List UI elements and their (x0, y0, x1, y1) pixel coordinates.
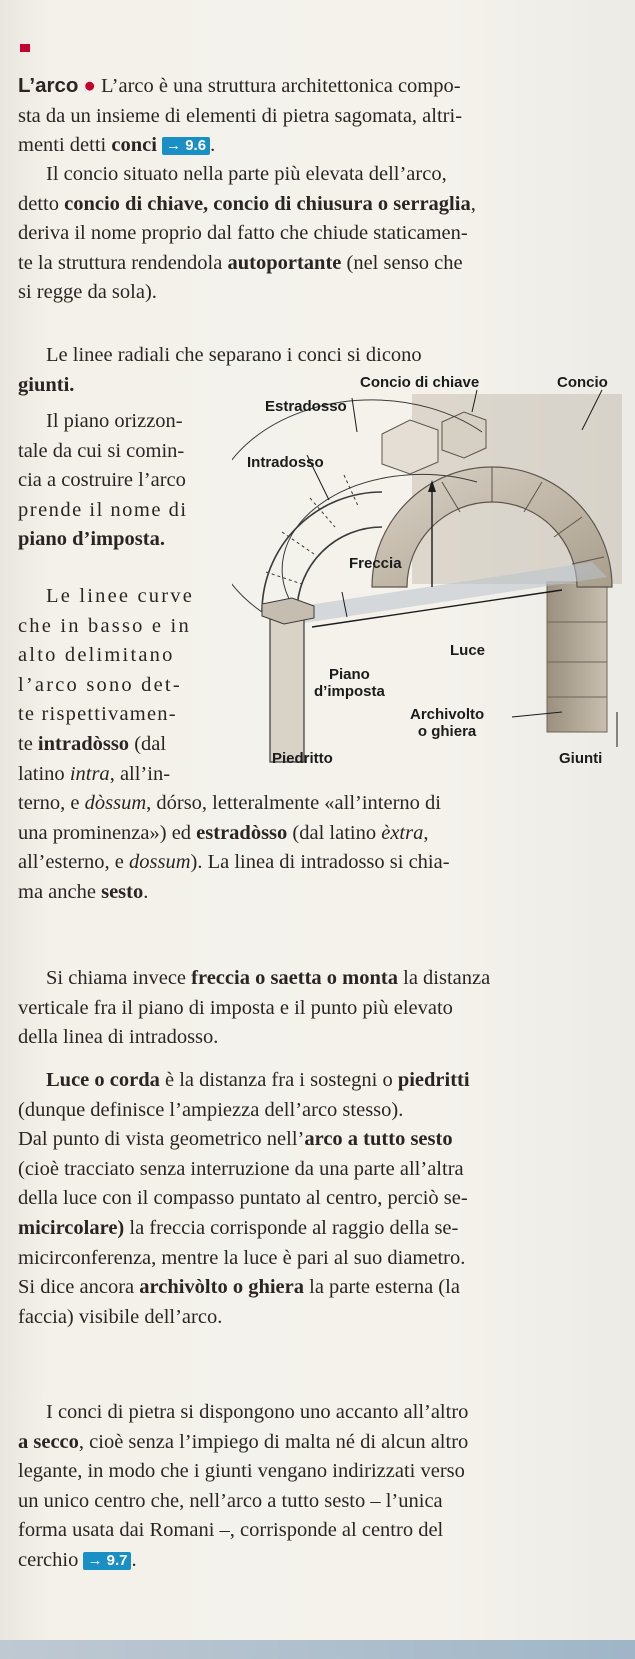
arch-diagram (232, 372, 627, 772)
label-freccia: Freccia (349, 555, 402, 572)
xref-9-6[interactable]: → 9.6 (162, 137, 210, 155)
xref-9-7[interactable]: → 9.7 (83, 1552, 131, 1570)
paragraph-piano-imposta: Il piano orizzon- tale da cui si comin- cia a costruire l’arco prende il nome di piano d’imposta. (18, 410, 188, 551)
paragraph-intradosso: Le linee curve che in basso e in alto delimitano l’arco sono det- te rispettivamen- te intradòsso (dal latino intra, all’in- terno, e dòssum, dórso, letteralmente «all’interno di una prominenza») ed estradòsso (dal latino èxtra, all’esterno, e dossum). La linea di intradosso si chia- ma anche sesto. (18, 585, 450, 903)
heading-arco: L’arco (18, 74, 79, 97)
label-concio-chiave: Concio di chiave (360, 374, 480, 391)
label-estradosso: Estradosso (265, 398, 347, 415)
label-piedritto: Piedritto (272, 750, 333, 767)
right-pier (547, 582, 607, 732)
label-intradosso: Intradosso (247, 454, 324, 471)
paragraph-arco: L’arco ● L’arco è una struttura architettonica compo- sta da un insieme di elementi di pietra sagomata, altri- menti detti conci → 9.6 . (18, 74, 463, 157)
label-concio: Concio (557, 374, 608, 391)
left-pier (270, 612, 304, 762)
paragraph-giunti-secco: I conci di pietra si dispongono uno accanto all’altro a secco, cioè senza l’impiego di malta né di alcun altro legante, in modo che i giunti vengano indirizzati verso un unico centro che, nell’arco a tutto sesto – l’unica forma usata dai Romani –, corrisponde al centro del cerchio → 9.7 . (18, 1401, 469, 1571)
label-luce: Luce (450, 642, 486, 659)
paragraph-luce: Luce o corda è la distanza fra i sostegni o piedritti (dunque definisce l’ampiezza dell’arco stesso). Dal punto di vista geometrico nell’arco a tutto sesto (cioè tracciato senza interruzione da una parte all’altra della luce con il compasso puntato al centro, perciò se- micircolare) la freccia corrisponde al raggio della se- micirconferenza, mentre la luce è pari al suo diametro. Si dice ancora archivòlto o ghiera la parte esterna (la faccia) visibile dell’arco. (18, 1069, 470, 1328)
paragraph-freccia: Si chiama invece freccia o saetta o monta la distanza verticale fra il piano di imposta e il punto più elevato della linea di intradosso. (18, 967, 491, 1049)
label-archivolto: Archivolto o ghiera (410, 706, 485, 740)
section-marker (20, 44, 30, 52)
label-piano-imposta: Piano d’imposta (314, 666, 385, 700)
keystone (382, 420, 438, 474)
page-bottom-edge (0, 1640, 635, 1659)
label-giunti: Giunti (559, 750, 603, 767)
bullet-icon: ● (83, 75, 96, 97)
paragraph-concio-chiave: Il concio situato nella parte più elevata dell’arco, detto concio di chiave, concio di chiusura o serraglia, deriva il nome proprio dal fatto che chiude staticamen- te la struttura rendendola autoportante (nel senso che si regge da sola). (18, 163, 476, 304)
paragraph-giunti: Le linee radiali che separano i conci si dicono giunti. (18, 344, 422, 396)
